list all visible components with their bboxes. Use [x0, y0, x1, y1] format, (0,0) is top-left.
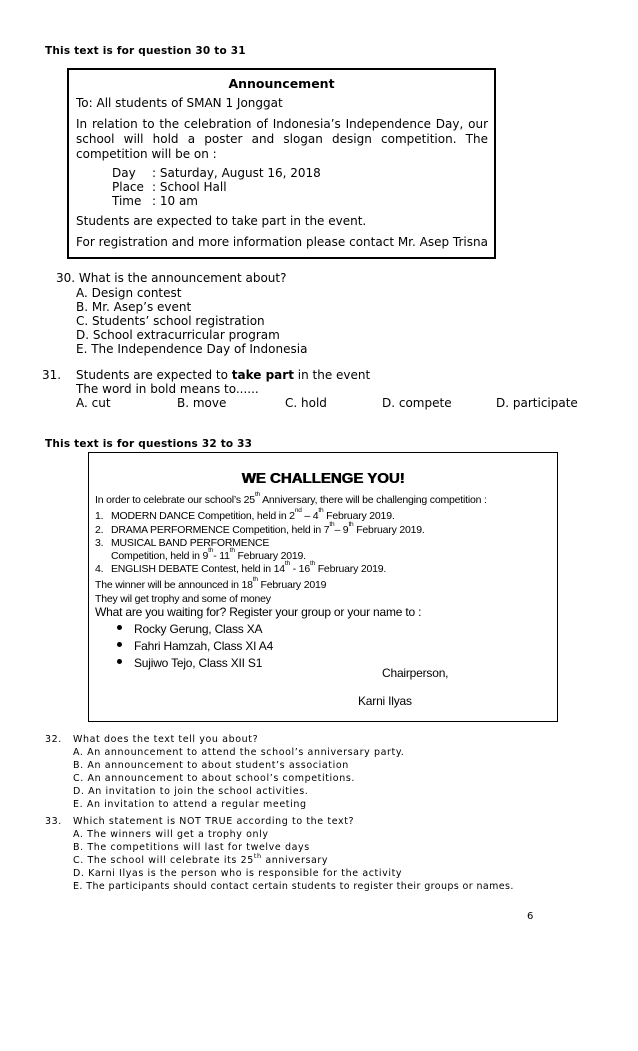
- q33-option-c: [73, 852, 329, 866]
- question-32-number: 32.: [45, 734, 62, 745]
- item-sup: th: [309, 560, 315, 567]
- item-text: Competition, held in 9: [111, 550, 209, 562]
- q32-option-d: D. An invitation to join the school activities.: [73, 786, 309, 797]
- trophy-text: They wil get trophy and some of money: [95, 593, 271, 605]
- q30-option-a: A. Design contest: [76, 286, 182, 300]
- detail-place: [112, 180, 227, 194]
- contact-text: Fahri Hamzah, Class XI A4: [134, 639, 274, 653]
- contact-text: Sujiwo Tejo, Class XII S1: [134, 656, 263, 670]
- q33-option-a: A. The winners will get a trophy only: [73, 829, 269, 840]
- item-text: February 2019.: [353, 524, 425, 536]
- question-33-text: Which statement is NOT TRUE according to the text?: [73, 816, 355, 827]
- question-31-text: [76, 368, 370, 382]
- item-text: – 4: [301, 510, 319, 522]
- item-sup: th: [229, 547, 235, 554]
- winner-sup: th: [252, 576, 258, 583]
- contact-item-2: [117, 639, 273, 653]
- detail-value: : Saturday, August 16, 2018: [152, 166, 321, 180]
- q31-text-before: Students are expected to: [76, 368, 232, 382]
- q31-text-after: in the event: [293, 368, 371, 382]
- announcement-contact: For registration and more information please contact Mr. Asep Trisna: [76, 235, 488, 249]
- q32-option-c: C. An announcement to about school’s competitions.: [73, 773, 355, 784]
- q31-option-d: D. compete: [382, 396, 452, 410]
- item-sup: th: [284, 560, 290, 567]
- item-number: 4.: [95, 563, 104, 575]
- challenge-intro: [95, 491, 487, 506]
- q30-option-d: D. School extracurricular program: [76, 328, 280, 342]
- detail-day: [112, 166, 321, 180]
- question-number: 30.: [56, 271, 76, 285]
- q32-option-b: B. An announcement to about student’s association: [73, 760, 349, 771]
- question-text: What is the announcement about?: [78, 271, 287, 285]
- item-number: 1.: [95, 510, 104, 522]
- bullet-icon: [117, 625, 122, 630]
- item-text: MODERN DANCE Competition, held in 2: [111, 510, 295, 522]
- question-31-number: 31.: [42, 368, 62, 382]
- item-text: February 2019.: [234, 550, 306, 562]
- q32-option-a: A. An announcement to attend the school’s anniversary party.: [73, 747, 405, 758]
- q31-option-c: C. hold: [285, 396, 327, 410]
- item-text: DRAMA PERFORMENCE Competition, held in 7: [111, 524, 330, 536]
- question-33-number: 33.: [45, 816, 62, 827]
- intro-text-end: Anniversary, there will be challenging competition :: [259, 494, 487, 506]
- q30-option-c: C. Students’ school registration: [76, 314, 265, 328]
- section-heading-30-31: This text is for question 30 to 31: [45, 45, 246, 57]
- chairperson-role: Chairperson,: [382, 666, 449, 680]
- announcement-body-line-2: school will hold a poster and slogan design competition. The: [76, 132, 488, 146]
- q31-option-b: B. move: [177, 396, 227, 410]
- item-sup: th: [329, 521, 335, 528]
- page-number: 6: [527, 911, 534, 922]
- item-text: ENGLISH DEBATE Contest, held in 14: [111, 563, 285, 575]
- contact-item-3: [117, 656, 262, 670]
- competition-item-3-line2: [111, 547, 306, 562]
- q30-option-e: E. The Independence Day of Indonesia: [76, 342, 308, 356]
- announcement-expect: Students are expected to take part in the event.: [76, 214, 367, 228]
- item-text: February 2019.: [315, 563, 387, 575]
- q33-option-d: D. Karni Ilyas is the person who is responsible for the activity: [73, 868, 403, 879]
- option-sup: th: [253, 852, 262, 860]
- item-text: MUSICAL BAND PERFORMENCE: [111, 537, 270, 549]
- intro-sup: th: [254, 491, 260, 498]
- item-sup: th: [208, 547, 214, 554]
- section-heading-32-33: This text is for questions 32 to 33: [45, 438, 253, 450]
- announcement-title: Announcement: [228, 76, 335, 91]
- q33-option-e: E. The participants should contact certain students to register their groups or names.: [73, 881, 514, 892]
- item-text: - 11: [213, 550, 230, 562]
- item-text: – 9: [334, 524, 349, 536]
- competition-item-2: [95, 521, 425, 536]
- q31-bold-phrase: take part: [231, 368, 294, 382]
- question-31-line2: The word in bold means to......: [76, 382, 259, 396]
- detail-time: [112, 194, 198, 208]
- option-text-end: anniversary: [261, 855, 329, 866]
- item-sup: nd: [294, 507, 302, 514]
- item-sup: th: [318, 507, 324, 514]
- announcement-to: To: All students of SMAN 1 Jonggat: [76, 96, 283, 110]
- q33-option-b: B. The competitions will last for twelve days: [73, 842, 310, 853]
- detail-label: Day: [112, 166, 136, 180]
- announcement-body-line-3: competition will be on :: [76, 147, 217, 161]
- competition-item-4: [95, 560, 387, 575]
- detail-value: : 10 am: [152, 194, 198, 208]
- intro-text: In order to celebrate our school’s 25: [95, 494, 255, 506]
- detail-label: Time: [112, 194, 142, 208]
- q32-option-e: E. An invitation to attend a regular meeting: [73, 799, 307, 810]
- bullet-icon: [117, 642, 122, 647]
- item-text: February 2019.: [323, 510, 395, 522]
- item-text: - 16: [289, 563, 310, 575]
- announcement-body-line-1: In relation to the celebration of Indonesia’s Independence Day, our: [76, 117, 488, 131]
- detail-label: Place: [112, 180, 144, 194]
- winner-announcement: [95, 576, 327, 591]
- detail-value: : School Hall: [152, 180, 227, 194]
- q31-option-a: A. cut: [76, 396, 111, 410]
- item-number: 3.: [95, 537, 104, 549]
- contact-item-1: [117, 622, 262, 636]
- q31-option-e: D. participate: [496, 396, 578, 410]
- option-text: C. The school will celebrate its 25: [73, 855, 254, 866]
- q30-option-b: B. Mr. Asep’s event: [76, 300, 192, 314]
- question-30: [56, 271, 286, 285]
- challenge-title: WE CHALLENGE YOU!: [241, 470, 405, 487]
- register-question: What are you waiting for? Register your group or your name to :: [95, 605, 422, 619]
- bullet-icon: [117, 659, 122, 664]
- item-number: 2.: [95, 524, 104, 536]
- chairperson-name: Karni Ilyas: [358, 694, 412, 708]
- winner-text: The winner will be announced in 18: [95, 579, 253, 591]
- item-sup: th: [348, 521, 354, 528]
- winner-text-end: February 2019: [257, 579, 327, 591]
- competition-item-3: [95, 537, 269, 549]
- contact-text: Rocky Gerung, Class XA: [134, 622, 263, 636]
- question-32-text: What does the text tell you about?: [73, 734, 259, 745]
